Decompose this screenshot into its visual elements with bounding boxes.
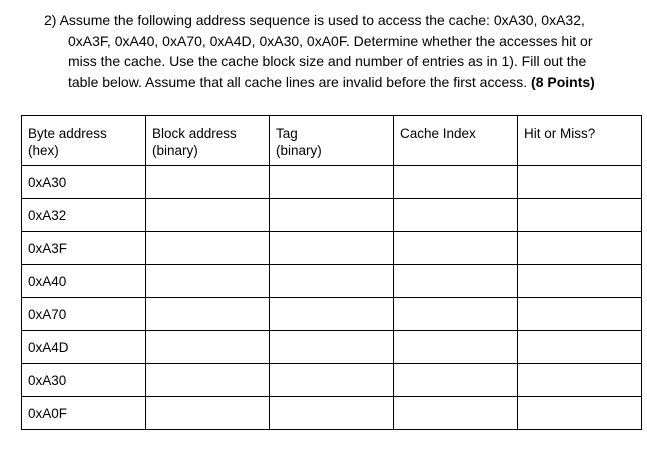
table-row	[22, 166, 642, 199]
cell-hit-or-miss[interactable]	[518, 298, 642, 331]
cell-byte-address: 0xA30	[22, 166, 146, 199]
header-tag-sub: (binary)	[276, 143, 322, 158]
cell-tag[interactable]	[270, 364, 394, 397]
question-text	[44, 10, 644, 92]
cell-tag[interactable]	[270, 265, 394, 298]
cell-hit-or-miss[interactable]	[518, 265, 642, 298]
cell-block-address[interactable]	[146, 331, 270, 364]
cell-byte-address: 0xA32	[22, 199, 146, 232]
question-line-2: 0xA3F, 0xA40, 0xA70, 0xA4D, 0xA30, 0xA0F. Determine whether the accesses hit or	[68, 32, 593, 49]
question-line-4	[44, 72, 644, 93]
cell-hit-or-miss[interactable]	[518, 364, 642, 397]
cell-tag[interactable]	[270, 232, 394, 265]
question-line-3: miss the cache. Use the cache block size and number of entries as in 1). Fill out the	[68, 53, 587, 69]
table-row	[22, 397, 642, 430]
header-byte-address	[22, 116, 146, 166]
cell-hit-or-miss[interactable]	[518, 397, 642, 430]
header-block-address	[146, 116, 270, 166]
cell-tag[interactable]	[270, 166, 394, 199]
cell-hit-or-miss[interactable]	[518, 166, 642, 199]
cell-tag[interactable]	[270, 298, 394, 331]
cell-cache-index[interactable]	[394, 364, 518, 397]
table-row	[22, 298, 642, 331]
cell-block-address[interactable]	[146, 232, 270, 265]
cell-cache-index[interactable]	[394, 166, 518, 199]
question-line-1-text: Assume the following address sequence is used to access the cache: 0xA30, 0xA32,	[59, 12, 585, 28]
cell-block-address[interactable]	[146, 166, 270, 199]
header-byte-address-sub: (hex)	[28, 143, 59, 158]
header-cache-index-label: Cache Index	[400, 126, 476, 141]
header-block-address-label: Block address	[152, 126, 237, 141]
cell-tag[interactable]	[270, 199, 394, 232]
table-header-row	[22, 116, 642, 166]
cell-hit-or-miss[interactable]	[518, 232, 642, 265]
cell-hit-or-miss[interactable]	[518, 331, 642, 364]
cell-hit-or-miss[interactable]	[518, 199, 642, 232]
cell-block-address[interactable]	[146, 265, 270, 298]
cell-block-address[interactable]	[146, 397, 270, 430]
table-row	[22, 265, 642, 298]
header-tag-label: Tag	[276, 126, 298, 141]
header-cache-index	[394, 116, 518, 166]
question-number: 2)	[44, 12, 57, 28]
cell-byte-address: 0xA3F	[22, 232, 146, 265]
header-tag	[270, 116, 394, 166]
header-byte-address-label: Byte address	[28, 126, 107, 141]
cell-cache-index[interactable]	[394, 232, 518, 265]
header-hit-or-miss-label: Hit or Miss?	[524, 126, 596, 141]
table-row	[22, 331, 642, 364]
cell-cache-index[interactable]	[394, 298, 518, 331]
cell-cache-index[interactable]	[394, 331, 518, 364]
cell-cache-index[interactable]	[394, 397, 518, 430]
table-row	[22, 232, 642, 265]
question-line-4-text: table below. Assume that all cache lines are invalid before the first access.	[68, 73, 528, 90]
cell-byte-address: 0xA70	[22, 298, 146, 331]
cell-tag[interactable]	[270, 397, 394, 430]
table-row	[22, 199, 642, 232]
header-block-address-sub: (binary)	[152, 143, 198, 158]
cell-block-address[interactable]	[146, 199, 270, 232]
cell-block-address[interactable]	[146, 364, 270, 397]
cell-byte-address: 0xA0F	[22, 397, 146, 430]
cell-cache-index[interactable]	[394, 265, 518, 298]
table-row	[22, 364, 642, 397]
cell-byte-address: 0xA4D	[22, 331, 146, 364]
question-points: (8 Points)	[531, 73, 595, 90]
cache-table	[21, 115, 642, 430]
question-line-1	[44, 10, 644, 31]
header-hit-or-miss	[518, 116, 642, 166]
cell-byte-address: 0xA40	[22, 265, 146, 298]
cell-byte-address: 0xA30	[22, 364, 146, 397]
cell-block-address[interactable]	[146, 298, 270, 331]
cell-tag[interactable]	[270, 331, 394, 364]
cell-cache-index[interactable]	[394, 199, 518, 232]
